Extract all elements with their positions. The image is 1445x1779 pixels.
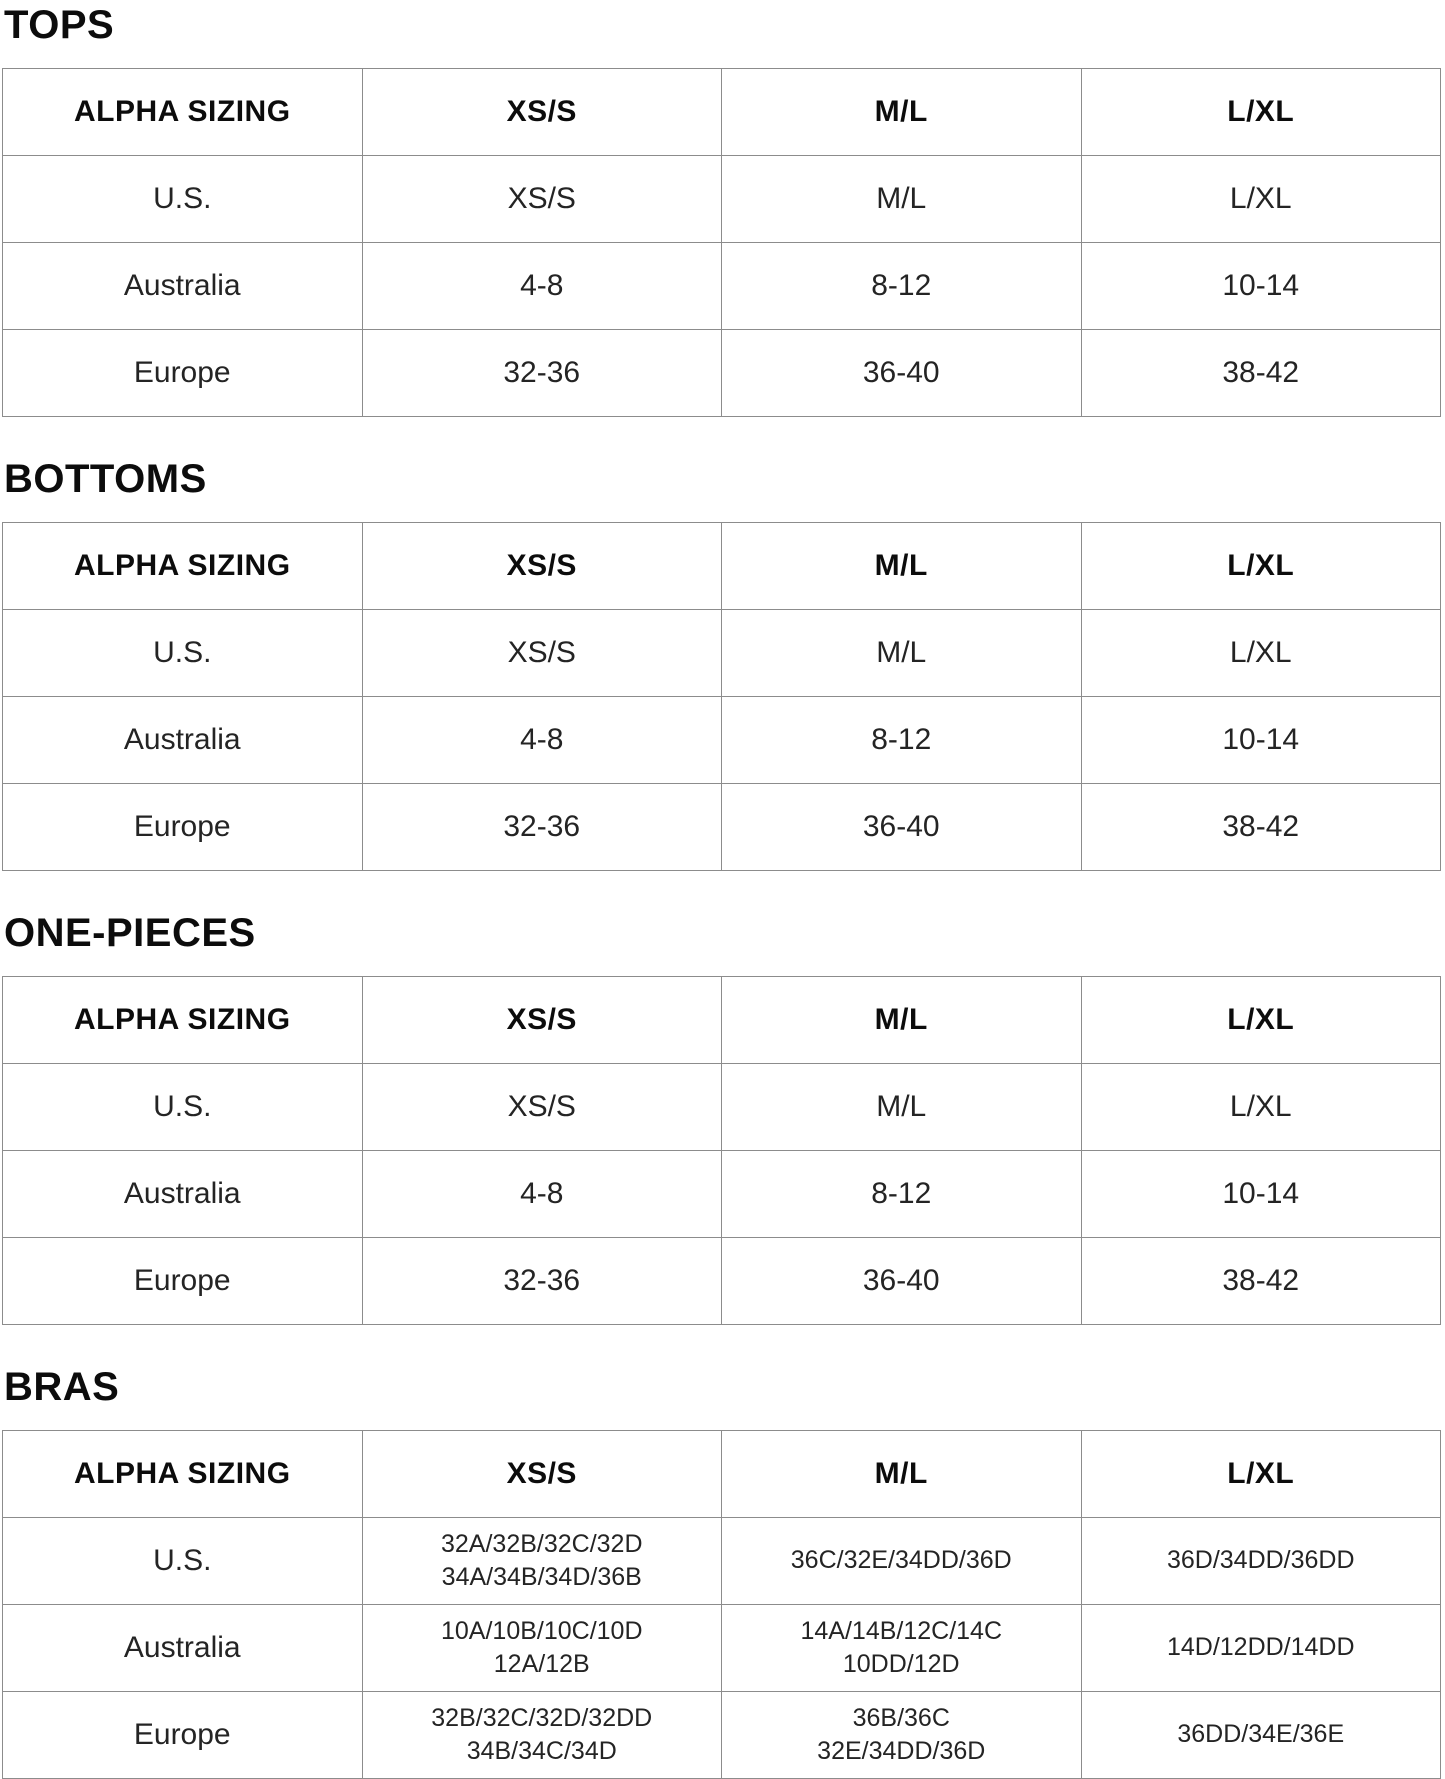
size-cell bbox=[362, 697, 722, 784]
size-table bbox=[2, 522, 1441, 871]
alpha-sizing-header: ALPHA SIZING bbox=[3, 1431, 363, 1518]
region-label: U.S. bbox=[3, 610, 363, 697]
section-heading: TOPS bbox=[4, 3, 115, 47]
size-cell bbox=[1081, 1064, 1441, 1151]
size-cell bbox=[362, 1064, 722, 1151]
region-label: U.S. bbox=[3, 1064, 363, 1151]
size-cell-line: 14D/12DD/14DD bbox=[1166, 1633, 1355, 1662]
size-cell bbox=[722, 1605, 1082, 1692]
table-row bbox=[3, 243, 1441, 330]
region-label: U.S. bbox=[3, 156, 363, 243]
size-cell-line: 14A/14B/12C/14C bbox=[800, 1616, 1003, 1645]
size-column-header: L/XL bbox=[1081, 977, 1441, 1064]
size-cell-line: 8-12 bbox=[871, 723, 932, 757]
size-cell bbox=[362, 1605, 722, 1692]
table-row bbox=[3, 784, 1441, 871]
size-cell bbox=[362, 156, 722, 243]
size-cell bbox=[1081, 156, 1441, 243]
size-cell bbox=[362, 1518, 722, 1605]
region-label: Australia bbox=[3, 1605, 363, 1692]
size-column-header: M/L bbox=[722, 977, 1082, 1064]
size-cell-line: 34A/34B/34D/36B bbox=[441, 1563, 642, 1591]
region-label: U.S. bbox=[3, 1518, 363, 1605]
size-column-header: M/L bbox=[722, 523, 1082, 610]
size-cell bbox=[1081, 784, 1441, 871]
table-row bbox=[3, 1692, 1441, 1779]
size-cell-line: 4-8 bbox=[520, 269, 564, 303]
size-cell-line: 38-42 bbox=[1222, 1264, 1300, 1298]
size-cell-line: 36-40 bbox=[862, 356, 940, 390]
size-cell-line: 10-14 bbox=[1222, 723, 1300, 757]
size-cell bbox=[1081, 243, 1441, 330]
table-row bbox=[3, 1605, 1441, 1692]
size-cell bbox=[1081, 610, 1441, 697]
size-cell bbox=[1081, 1151, 1441, 1238]
table-row bbox=[3, 697, 1441, 784]
size-column-header: L/XL bbox=[1081, 1431, 1441, 1518]
size-cell bbox=[722, 784, 1082, 871]
size-cell bbox=[722, 1518, 1082, 1605]
table-row bbox=[3, 330, 1441, 417]
size-table bbox=[2, 976, 1441, 1325]
size-cell-line: 10DD/12D bbox=[842, 1650, 960, 1678]
size-cell-line: XS/S bbox=[507, 636, 576, 670]
size-cell bbox=[362, 784, 722, 871]
region-label: Europe bbox=[3, 784, 363, 871]
size-cell bbox=[722, 610, 1082, 697]
region-label: Europe bbox=[3, 1692, 363, 1779]
size-cell bbox=[722, 1064, 1082, 1151]
alpha-sizing-header: ALPHA SIZING bbox=[3, 977, 363, 1064]
size-cell bbox=[722, 1238, 1082, 1325]
size-section bbox=[2, 5, 1441, 417]
size-cell-line: 38-42 bbox=[1222, 810, 1300, 844]
size-cell bbox=[722, 243, 1082, 330]
size-section bbox=[2, 459, 1441, 871]
size-cell bbox=[1081, 1692, 1441, 1779]
size-cell-line: 36DD/34E/36E bbox=[1177, 1720, 1345, 1749]
size-column-header: L/XL bbox=[1081, 523, 1441, 610]
size-cell-line: XS/S bbox=[507, 182, 576, 216]
section-heading: BOTTOMS bbox=[4, 457, 207, 501]
size-cell-line: L/XL bbox=[1229, 182, 1292, 216]
size-cell-line: M/L bbox=[876, 182, 927, 216]
size-table bbox=[2, 68, 1441, 417]
table-row bbox=[3, 610, 1441, 697]
region-label: Australia bbox=[3, 1151, 363, 1238]
size-column-header: XS/S bbox=[362, 977, 722, 1064]
size-cell-line: M/L bbox=[876, 1090, 927, 1124]
size-cell bbox=[362, 330, 722, 417]
size-cell bbox=[362, 1151, 722, 1238]
table-row bbox=[3, 156, 1441, 243]
size-cell bbox=[722, 1151, 1082, 1238]
alpha-sizing-header: ALPHA SIZING bbox=[3, 69, 363, 156]
region-label: Australia bbox=[3, 243, 363, 330]
section-heading: ONE-PIECES bbox=[4, 911, 256, 955]
size-cell-line: 32E/34DD/36D bbox=[817, 1737, 986, 1765]
table-header-row bbox=[3, 977, 1441, 1064]
table-row bbox=[3, 1151, 1441, 1238]
size-cell bbox=[362, 610, 722, 697]
size-cell-line: 4-8 bbox=[520, 723, 564, 757]
region-label: Europe bbox=[3, 1238, 363, 1325]
size-section bbox=[2, 1367, 1441, 1779]
size-cell-line: M/L bbox=[876, 636, 927, 670]
size-cell-line: 8-12 bbox=[871, 269, 932, 303]
table-row bbox=[3, 1518, 1441, 1605]
alpha-sizing-header: ALPHA SIZING bbox=[3, 523, 363, 610]
size-table bbox=[2, 1430, 1441, 1779]
size-cell bbox=[722, 330, 1082, 417]
size-cell-line: 36-40 bbox=[862, 810, 940, 844]
size-cell-line: 32B/32C/32D/32DD bbox=[431, 1703, 653, 1732]
size-cell bbox=[362, 1692, 722, 1779]
size-cell bbox=[722, 1692, 1082, 1779]
table-row bbox=[3, 1238, 1441, 1325]
size-cell-line: 36-40 bbox=[862, 1264, 940, 1298]
size-column-header: XS/S bbox=[362, 523, 722, 610]
size-cell-line: 8-12 bbox=[871, 1177, 932, 1211]
size-cell-line: 34B/34C/34D bbox=[466, 1737, 617, 1765]
size-cell bbox=[1081, 697, 1441, 784]
table-header-row bbox=[3, 69, 1441, 156]
size-cell-line: 36C/32E/34DD/36D bbox=[790, 1546, 1012, 1575]
table-header-row bbox=[3, 1431, 1441, 1518]
size-cell-line: L/XL bbox=[1229, 636, 1292, 670]
size-cell bbox=[1081, 1605, 1441, 1692]
size-column-header: L/XL bbox=[1081, 69, 1441, 156]
size-cell-line: 10-14 bbox=[1222, 269, 1300, 303]
size-cell-line: L/XL bbox=[1229, 1090, 1292, 1124]
size-cell bbox=[722, 697, 1082, 784]
size-column-header: M/L bbox=[722, 1431, 1082, 1518]
section-heading: BRAS bbox=[4, 1365, 120, 1409]
size-cell-line: XS/S bbox=[507, 1090, 576, 1124]
size-cell bbox=[362, 243, 722, 330]
size-cell-line: 36B/36C bbox=[852, 1703, 950, 1732]
size-cell bbox=[362, 1238, 722, 1325]
table-header-row bbox=[3, 523, 1441, 610]
size-cell-line: 38-42 bbox=[1222, 356, 1300, 390]
size-cell-line: 32-36 bbox=[503, 810, 581, 844]
size-column-header: M/L bbox=[722, 69, 1082, 156]
size-cell-line: 32-36 bbox=[503, 1264, 581, 1298]
region-label: Europe bbox=[3, 330, 363, 417]
size-cell-line: 32A/32B/32C/32D bbox=[440, 1529, 643, 1558]
size-column-header: XS/S bbox=[362, 69, 722, 156]
size-cell-line: 36D/34DD/36DD bbox=[1166, 1546, 1355, 1575]
size-cell-line: 32-36 bbox=[503, 356, 581, 390]
size-cell-line: 10-14 bbox=[1222, 1177, 1300, 1211]
size-cell bbox=[1081, 1518, 1441, 1605]
size-cell-line: 10A/10B/10C/10D bbox=[440, 1616, 643, 1645]
size-cell bbox=[1081, 330, 1441, 417]
size-cell bbox=[1081, 1238, 1441, 1325]
size-cell bbox=[722, 156, 1082, 243]
table-row bbox=[3, 1064, 1441, 1151]
size-cell-line: 4-8 bbox=[520, 1177, 564, 1211]
region-label: Australia bbox=[3, 697, 363, 784]
size-section bbox=[2, 913, 1441, 1325]
size-column-header: XS/S bbox=[362, 1431, 722, 1518]
size-cell-line: 12A/12B bbox=[493, 1650, 590, 1678]
